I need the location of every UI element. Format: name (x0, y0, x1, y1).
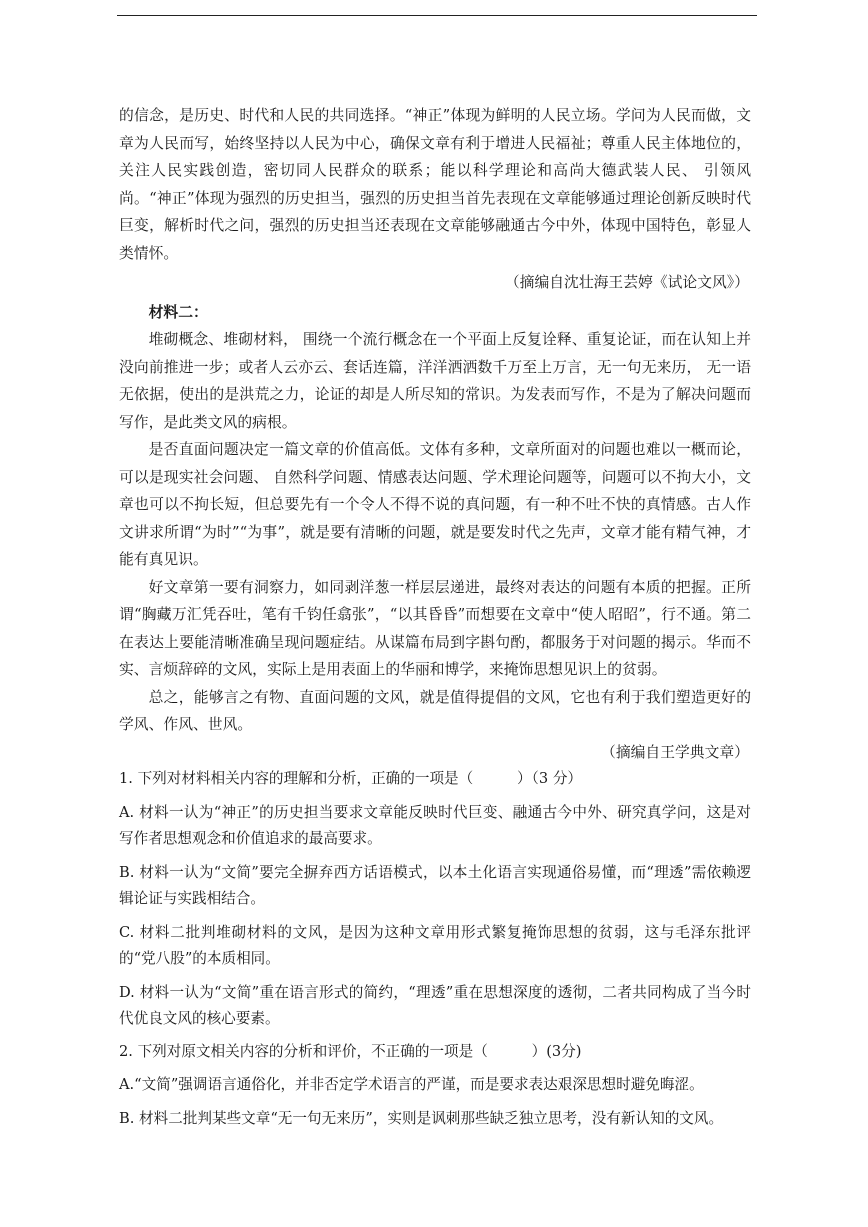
material-one-source: （摘编自沈壮海王芸婷《试论文风》） (504, 274, 749, 291)
material-two-paragraph-1: 堆砌概念、堆砌材料， 围绕一个流行概念在一个平面上反复诠释、重复论证，而在认知上并没向前推进一步；或者人云亦云、套话连篇，洋洋洒洒数千万至上万言，无一句无来历， 无一语无依据，使出的是洪荒之力，论证的却是人所尽知的常识。为发表而写作，不是为了解决问题而写作，是此类文风的病根。 (119, 331, 751, 431)
material-one-paragraph: 的信念，是历史、时代和人民的共同选择。“神正”体现为鲜明的人民立场。学问为人民而做，文章为人民而写，始终坚持以人民为中心，确保文章有利于增进人民福祉；尊重人民主体地位的，关注人民实践创造，密切同人民群众的联系；能以科学理论和高尚大德武装人民、 引领风尚。“神正”体现为强烈的历史担当，强烈的历史担当首先表现在文章能够通过理论创新反映时代巨变，解析时代之问，强烈的历史担当还表现在文章能够融通古今中外，体现中国特色，彰显人类情怀。 (119, 107, 751, 262)
question-1-option-a: A. 材料一认为“神正”的历史担当要求文章能反映时代巨变、融通古今中外、研究真学问，这是对写作者思想观念和价值追求的最高要求。 (119, 803, 751, 847)
header-rule (117, 15, 757, 16)
material-two-source: （摘编自王学典文章） (601, 743, 749, 761)
material-two-paragraph-4: 总之，能够言之有物、直面问题的文风，就是值得提倡的文风，它也有利于我们塑造更好的学风、作风、世风。 (119, 688, 751, 733)
question-1-option-b: B. 材料一认为“文简”要完全摒弃西方话语模式，以本土化语言实现通俗易懂，而“理透”需依赖逻辑论证与实践相结合。 (119, 863, 751, 907)
question-1-option-d: D. 材料一认为“文简”重在语言形式的简约，“理透”重在思想深度的透彻，二者共同构成了当今时代优良文风的核心要素。 (119, 983, 751, 1027)
question-1-option-c: C. 材料二批判堆砌材料的文风，是因为这种文章用形式繁复掩饰思想的贫弱，这与毛泽东批评的“党八股”的本质相同。 (119, 923, 751, 967)
material-two-paragraph-2: 是否直面问题决定一篇文章的价值高低。文体有多种，文章所面对的问题也难以一概而论，可以是现实社会问题、 自然科学问题、情感表达问题、学术理论问题等，问题可以不拘大小，文章也可以不拘长短，但总要先有一个令人不得不说的真问题，有一种不吐不快的真情感。古人作文讲求所谓“为时”“为事”，就是要有清晰的问题，就是要发时代之先声，文章才能有精气神，才能有真见识。 (119, 441, 751, 568)
question-2-stem: 2. 下列对原文相关内容的分析和评价，不正确的一项是（ ）(3分) (119, 1042, 582, 1060)
material-two-paragraph-3: 好文章第一要有洞察力，如同剥洋葱一样层层递进，最终对表达的问题有本质的把握。正所谓“胸藏万汇凭吞吐，笔有千钧任翕张”，“以其昏昏”而想要在文章中“使人昭昭”，行不通。第二在表达上要能清晰准确呈现问题症结。从谋篇布局到字斟句酌，都服务于对问题的揭示。华而不实、言烦辞碎的文风，实际上是用表面上的华丽和博学，来掩饰思想见识上的贫弱。 (119, 578, 751, 678)
page-content (119, 102, 751, 1132)
material-two-heading: 材料二： (148, 303, 208, 321)
question-2-option-b: B. 材料二批判某些文章“无一句无来历”，实则是讽刺那些缺乏独立思考，没有新认知的文风。 (119, 1109, 724, 1127)
question-2-option-a: A.“文简”强调语言通俗化，并非否定学术语言的严谨，而是要求表达艰深思想时避免晦涩。 (119, 1076, 704, 1093)
question-1-stem: 1. 下列对材料相关内容的理解和分析，正确的一项是（ ）（3 分） (119, 770, 583, 787)
